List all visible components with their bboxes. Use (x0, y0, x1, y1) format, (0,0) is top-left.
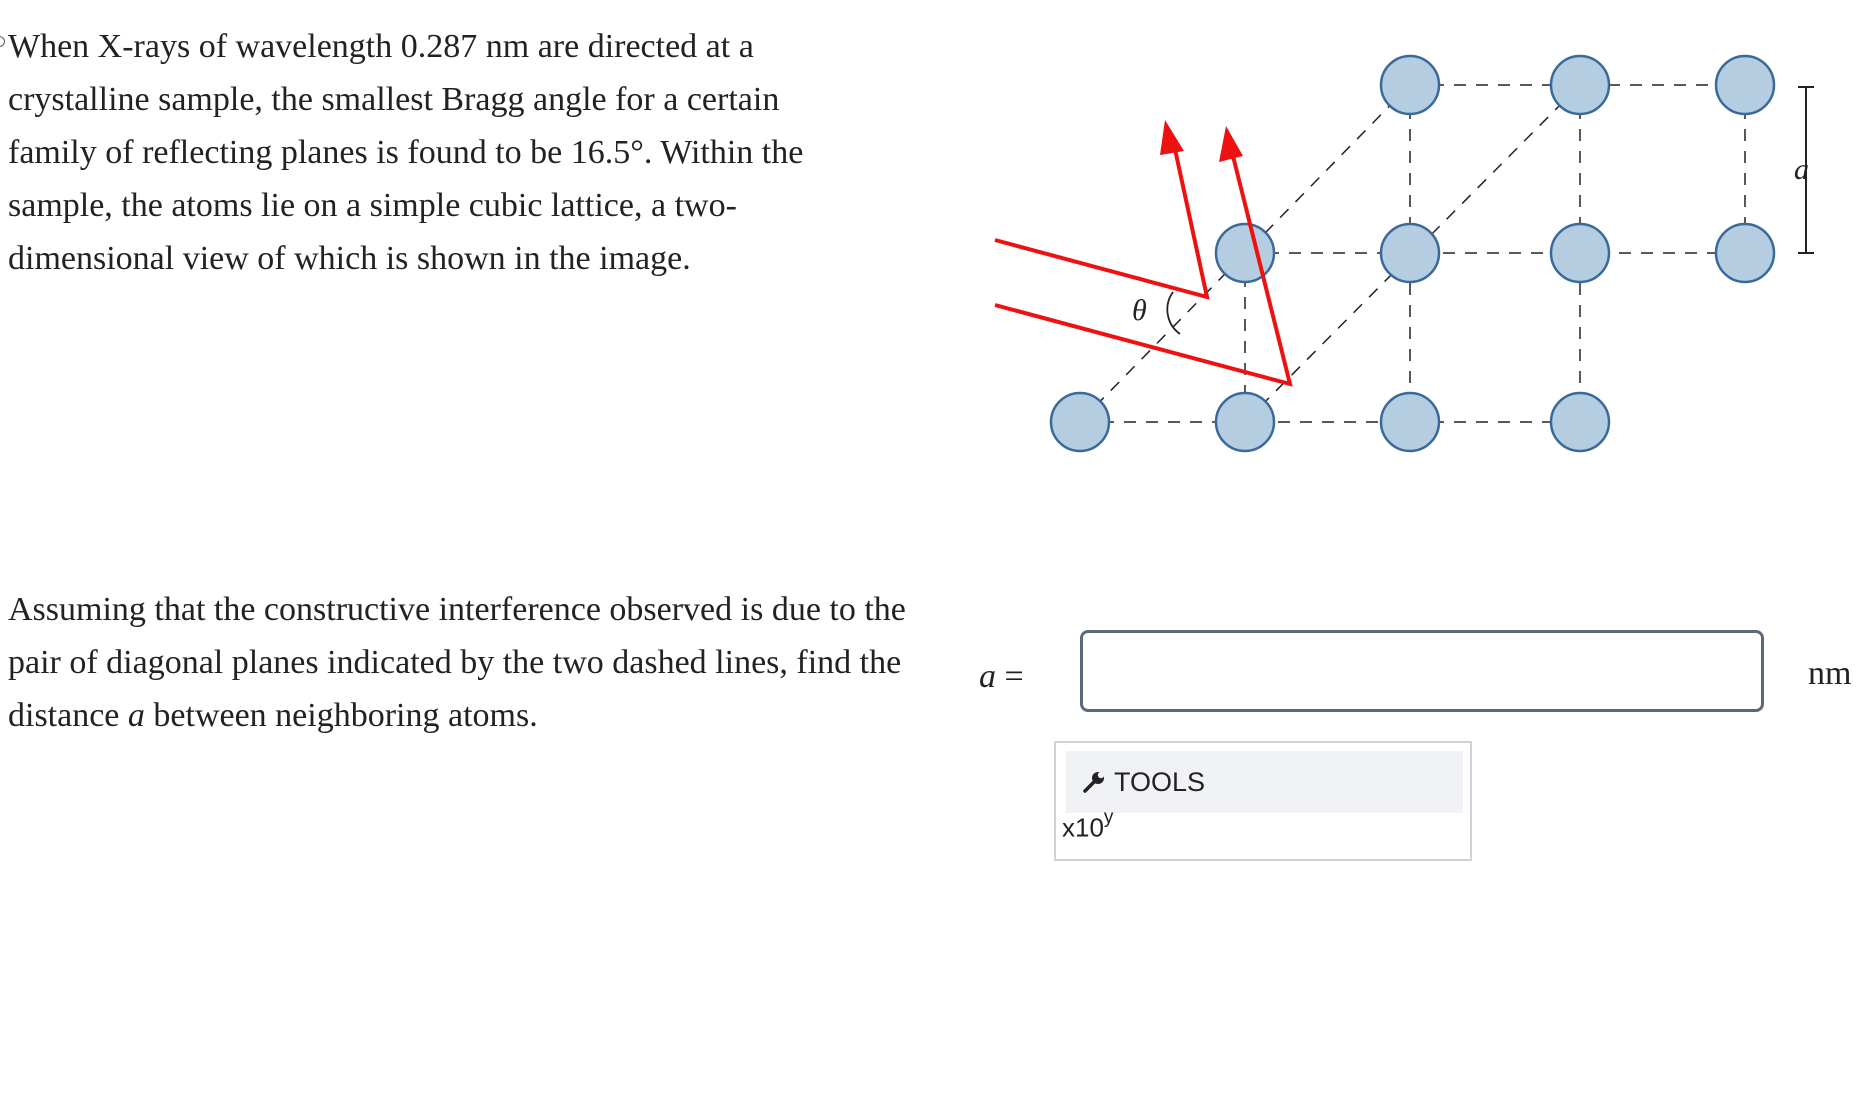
theta-arc (1167, 292, 1180, 334)
tools-panel (1054, 741, 1472, 861)
sci-exponent: y (1103, 807, 1114, 828)
equals-sign: = (1004, 658, 1024, 695)
diagonal-planes (1080, 85, 1580, 422)
atom (1216, 393, 1274, 451)
tools-label: TOOLS (1114, 766, 1206, 797)
answer-label (979, 658, 1024, 696)
atom (1381, 56, 1439, 114)
atom (1381, 393, 1439, 451)
sci-base: x10 (1062, 812, 1104, 843)
theta-label: θ (1132, 294, 1147, 327)
scientific-notation-button[interactable] (1062, 807, 1114, 844)
atom (1216, 224, 1274, 282)
atom (1051, 393, 1109, 451)
unit-label: nm (1808, 655, 1852, 692)
lattice-diagram (990, 40, 1830, 470)
atom (1716, 56, 1774, 114)
question-text-end: between neighboring atoms. (144, 697, 538, 734)
question-text-start: Assuming that the constructive interference observed is due to the pair of diagonal planes indicated by the two dashed lines, find the distance (8, 591, 906, 734)
atom (1381, 224, 1439, 282)
atom (1551, 56, 1609, 114)
question-bullet (0, 36, 5, 47)
arrowhead (1160, 120, 1184, 155)
answer-variable: a (979, 658, 996, 695)
variable-a: a (127, 697, 145, 734)
atom (1551, 393, 1609, 451)
spacing-label: a (1794, 153, 1809, 186)
xray-arrowheads (1160, 120, 1243, 162)
arrowhead (1219, 126, 1243, 162)
wrench-icon (1082, 770, 1106, 794)
atom (1716, 224, 1774, 282)
problem-question (8, 583, 908, 742)
atom (1551, 224, 1609, 282)
xray-beam-upper (995, 140, 1207, 297)
answer-input[interactable] (1080, 630, 1764, 712)
tools-button[interactable] (1066, 751, 1463, 813)
problem-text: When X-rays of wavelength 0.287 nm are directed at a crystalline sample, the smallest Bragg angle for a certain family of reflecting planes is found to be 16.5°. Within the sample, the atoms lie on a simple cubic lattice, a two-dimensional view of which is shown in the image. (8, 28, 804, 277)
